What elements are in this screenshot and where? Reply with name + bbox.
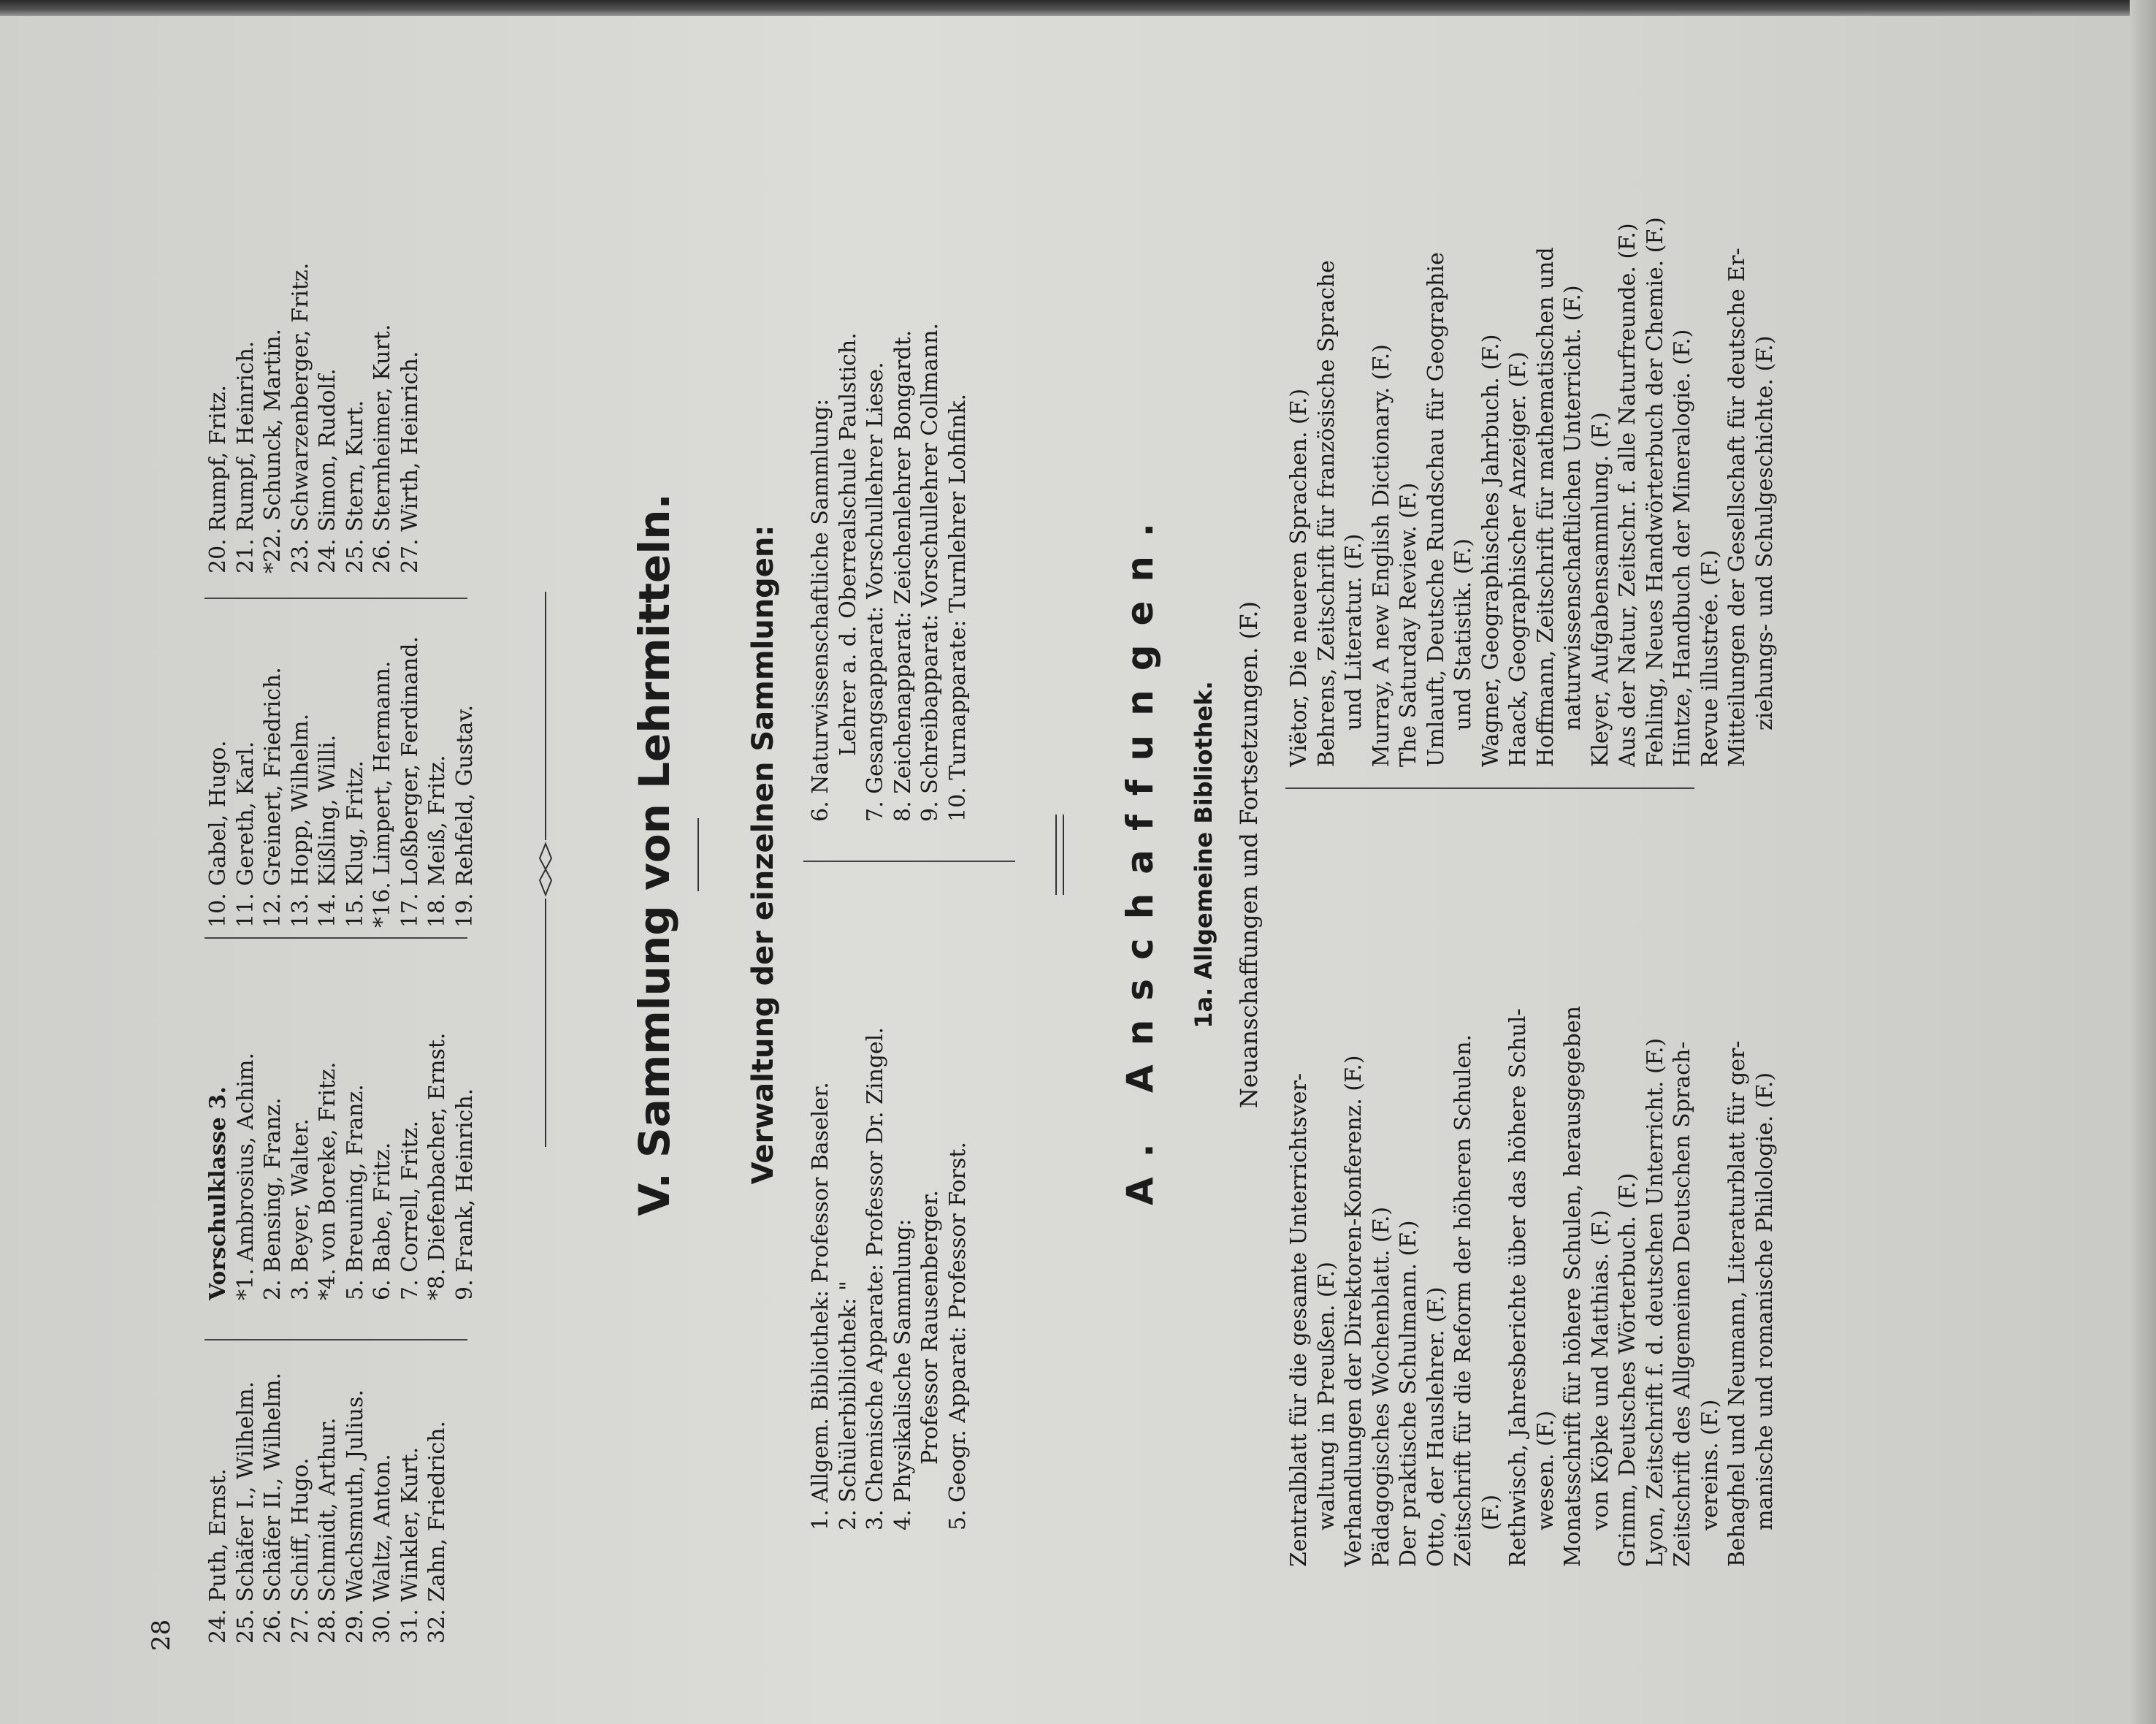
- bibliography-entry: [1395, 37, 1423, 767]
- entry-line: Aus der Natur, Zeitschr. f. alle Naturfreunde. (F.): [1615, 223, 1640, 767]
- student-entry: 23. Schwarzenberger, Fritz.: [287, 262, 313, 573]
- collection-admin-item: 3. Chemische Apparate: Professor Dr. Zingel.: [863, 1027, 888, 1530]
- scan-right-edge: [2130, 0, 2156, 1724]
- entry-continuation: (F.): [1478, 1494, 1504, 1530]
- column-divider: [204, 937, 467, 939]
- class-list-col4: [204, 263, 424, 573]
- entry-line: Revue illustrée. (F.): [1697, 549, 1723, 767]
- entry-line: Murray, A new English Dictionary. (F.): [1368, 344, 1394, 767]
- entry-continuation: vereins. (F.): [1697, 1399, 1723, 1530]
- student-entry: 28. Schmidt, Arthur.: [315, 1417, 340, 1644]
- entry-line: Kleyer, Aufgabensammlung. (F.): [1587, 412, 1613, 767]
- class-list-col3: [204, 636, 478, 928]
- entry-line: Wagner, Geographisches Jahrbuch. (F.): [1478, 334, 1504, 767]
- entry-line: Verhandlungen der Direktoren-Konferenz. (F.): [1341, 1055, 1366, 1567]
- entry-continuation: und Literatur. (F.): [1341, 533, 1366, 731]
- entry-line: Grimm, Deutsches Wörterbuch. (F.): [1615, 1172, 1640, 1567]
- entry-line: Haack, Geographischer Anzeiger. (F.): [1505, 351, 1531, 767]
- entry-continuation: manische und romanische Philologie. (F.): [1751, 1072, 1778, 1530]
- entry-line: Behaghel und Neumann, Literaturblatt für ger-: [1724, 1040, 1750, 1567]
- collection-admin-item: 8. Zeichenapparat: Zeichenlehrer Bongardt.: [890, 329, 916, 822]
- bibliography-entry: [1395, 793, 1423, 1567]
- collection-admin-item: 7. Gesangsapparat: Vorschullehrer Liese.: [863, 362, 888, 822]
- student-entry: 27. Schiff, Hugo.: [287, 1457, 313, 1644]
- verwaltung-heading: Verwaltung der einzelnen Sammlungen:: [746, 525, 780, 1185]
- entry-continuation: und Statistik. (F.): [1450, 538, 1476, 731]
- student-entry: 11. Gereth, Karl.: [232, 741, 259, 928]
- vorschulklasse-heading: Vorschulklasse 3.: [205, 1086, 231, 1300]
- entry-line: Hintze, Handbuch der Mineralogie. (F.): [1670, 329, 1695, 767]
- student-entry: 6. Babe, Fritz.: [370, 1142, 395, 1300]
- student-entry: *16. Limpert, Hermann.: [370, 660, 395, 928]
- collection-admin-item: 6. Naturwissenschaftliche Sammlung:: [808, 398, 833, 822]
- student-entry: 20. Rumpf, Fritz.: [205, 384, 231, 573]
- section-a-title: A. Anschaffungen.: [1119, 503, 1161, 1206]
- student-entry: 25. Schäfer I., Wilhelm.: [232, 1381, 259, 1644]
- student-entry: 15. Klug, Fritz.: [342, 760, 368, 928]
- bibliography-entry: [1505, 37, 1532, 767]
- short-rule: [697, 818, 699, 891]
- entry-line: Viëtor, Die neueren Sprachen. (F.): [1286, 388, 1312, 767]
- student-entry: *22. Schunck, Martin.: [260, 328, 286, 573]
- entry-line: Pädagogisches Wochenblatt. (F.): [1368, 1206, 1394, 1567]
- bibliography-entry: [1450, 793, 1505, 1567]
- bibliography-entry: [1478, 37, 1505, 767]
- student-entry: 18. Meiß, Fritz.: [424, 755, 450, 928]
- class-list-col1: [204, 1373, 451, 1644]
- entry-line: Lyon, Zeitschrift f. d. deutschen Unterricht. (F.): [1642, 1037, 1668, 1567]
- subsection-1a-title: 1a. Allgemeine Bibliothek.: [1190, 681, 1217, 1029]
- student-entry: 7. Correll, Fritz.: [397, 1120, 423, 1300]
- student-entry: 29. Wachsmuth, Julius.: [342, 1389, 368, 1644]
- page-number: 28: [147, 1619, 176, 1651]
- student-entry: 10. Gabel, Hugo.: [205, 740, 231, 928]
- bibliography-entry: [1669, 37, 1697, 767]
- entry-line: Rethwisch, Jahresberichte über das höhere Schul-: [1505, 1008, 1531, 1567]
- scan-top-edge: [0, 0, 2156, 16]
- column-divider: [803, 861, 1015, 862]
- student-entry: 2. Bensing, Franz.: [260, 1097, 286, 1300]
- class-list-col2: [204, 1033, 478, 1300]
- bibliography-entry: [1559, 793, 1614, 1567]
- student-entry: 14. Kißling, Willi.: [315, 734, 340, 928]
- student-entry: 26. Schäfer II., Wilhelm.: [260, 1372, 286, 1644]
- collection-admin-item: Lehrer a. d. Oberrealschule Paulstich.: [835, 332, 861, 756]
- student-entry: 24. Simon, Rudolf.: [315, 368, 340, 573]
- entry-line: Der praktische Schulmann. (F.): [1396, 1220, 1421, 1567]
- student-entry: 19. Rehfeld, Gustav.: [451, 704, 478, 928]
- entry-continuation: waltung in Preußen. (F.): [1313, 1262, 1339, 1530]
- double-rule: [1063, 815, 1064, 895]
- student-entry: 9. Frank, Heinrich.: [451, 1088, 478, 1300]
- bibliography-entry: [1313, 37, 1368, 767]
- student-entry: 27. Wirth, Heinrich.: [397, 351, 423, 573]
- collection-admin-item: 9. Schreibapparat: Vorschullehrer Collmann.: [917, 323, 943, 822]
- collection-admin-item: 2. Schülerbibliothek: ": [835, 1281, 861, 1530]
- entry-line: Umlauft, Deutsche Rundschau für Geographie: [1423, 252, 1449, 767]
- column-divider: [1285, 787, 1694, 789]
- entry-continuation: wesen. (F.): [1532, 1410, 1559, 1530]
- collection-admin-item: Professor Rausenberger.: [917, 1190, 943, 1465]
- acquisitions-left: [1285, 793, 1778, 1567]
- bibliography-entry: [1368, 793, 1396, 1567]
- student-entry: 24. Puth, Ernst.: [205, 1468, 231, 1644]
- bibliography-entry: [1285, 793, 1340, 1567]
- bibliography-entry: [1642, 37, 1670, 767]
- bibliography-entry: [1423, 37, 1478, 767]
- entry-line: Otto, der Hauslehrer. (F.): [1423, 1286, 1449, 1567]
- double-rule: [1055, 815, 1057, 895]
- bibliography-entry: [1669, 793, 1724, 1567]
- student-entry: 5. Breuning, Franz.: [342, 1084, 368, 1300]
- bibliography-entry: [1642, 793, 1670, 1567]
- bibliography-entry: [1614, 37, 1642, 767]
- entry-line: The Saturday Review. (F.): [1396, 482, 1421, 767]
- student-entry: *8. Diefenbacher, Ernst.: [424, 1032, 450, 1300]
- collection-admin-item: 4. Physikalische Sammlung:: [890, 1218, 916, 1530]
- student-entry: 25. Stern, Kurt.: [342, 400, 368, 573]
- entry-line: Zentralblatt für die gesamte Unterrichtsver-: [1286, 1073, 1312, 1567]
- rotated-page-content: [0, 37, 1987, 1673]
- entry-continuation: von Köpke und Matthias. (F.): [1587, 1210, 1613, 1530]
- bibliography-entry: [1614, 793, 1642, 1567]
- collection-admin-item: 1. Allgem. Bibliothek: Professor Baseler.: [808, 1082, 833, 1530]
- student-entry: 31. Winkler, Kurt.: [397, 1446, 423, 1644]
- collection-admin-item: 5. Geogr. Apparat: Professor Forst.: [944, 1142, 971, 1530]
- student-entry: 32. Zahn, Friedrich.: [424, 1421, 450, 1644]
- bibliography-entry: [1724, 793, 1778, 1567]
- bibliography-entry: [1285, 37, 1313, 767]
- column-divider: [204, 598, 467, 599]
- bibliography-entry: [1505, 793, 1559, 1567]
- student-entry: 30. Waltz, Anton.: [370, 1454, 395, 1644]
- entry-line: Zeitschrift des Allgemeinen Deutschen Sprach-: [1670, 1041, 1695, 1567]
- student-entry: 13. Hopp, Wilhelm.: [287, 713, 313, 928]
- bibliography-entry: [1423, 793, 1450, 1567]
- entry-line: Behrens, Zeitschrift für französische Sprache: [1313, 260, 1339, 767]
- column-divider: [204, 1339, 467, 1340]
- student-entry: 12. Greinert, Friedrich.: [260, 667, 286, 928]
- collection-admin-item: 10. Turnapparate: Turnlehrer Lohfink.: [944, 393, 971, 822]
- bibliography-entry: [1697, 37, 1724, 767]
- verwaltung-left-list: [807, 1027, 971, 1530]
- student-entry: 3. Beyer, Walter.: [287, 1118, 313, 1300]
- bibliography-entry: [1340, 793, 1368, 1567]
- entry-line: Hoffmann, Zeitschrift für mathematischen und: [1532, 247, 1559, 767]
- ornamental-divider: [537, 592, 554, 1147]
- verwaltung-right-list: [807, 323, 971, 822]
- acquisitions-intro: Neuanschaffungen und Fortsetzungen. (F.): [1235, 600, 1263, 1109]
- student-entry: 21. Rumpf, Heinrich.: [232, 340, 259, 573]
- entry-line: Mitteilungen der Gesellschaft für deutsche Er-: [1724, 248, 1750, 767]
- section-5-title: V. Sammlung von Lehrmitteln.: [630, 493, 679, 1216]
- bibliography-entry: [1587, 37, 1615, 767]
- acquisitions-right: [1285, 37, 1778, 767]
- entry-line: Fehling, Neues Handwörterbuch der Chemie. (F.): [1642, 217, 1668, 767]
- entry-line: Monatsschrift für höhere Schulen, herausgegeben: [1560, 1006, 1586, 1567]
- student-entry: 17. Loßberger, Ferdinand.: [397, 636, 423, 928]
- student-entry: *1. Ambrosius, Achim.: [232, 1052, 259, 1300]
- student-entry: 26. Sternheimer, Kurt.: [370, 324, 395, 573]
- entry-line: Zeitschrift für die Reform der höheren Schulen.: [1450, 1034, 1476, 1567]
- bibliography-entry: [1724, 37, 1778, 767]
- bibliography-entry: [1368, 37, 1396, 767]
- bibliography-entry: [1532, 37, 1587, 767]
- entry-continuation: naturwissenschaftlichen Unterricht. (F.): [1560, 285, 1586, 731]
- student-entry: *4. von Boreke, Fritz.: [315, 1061, 340, 1300]
- entry-continuation: ziehungs- und Schulgeschichte. (F.): [1751, 335, 1778, 731]
